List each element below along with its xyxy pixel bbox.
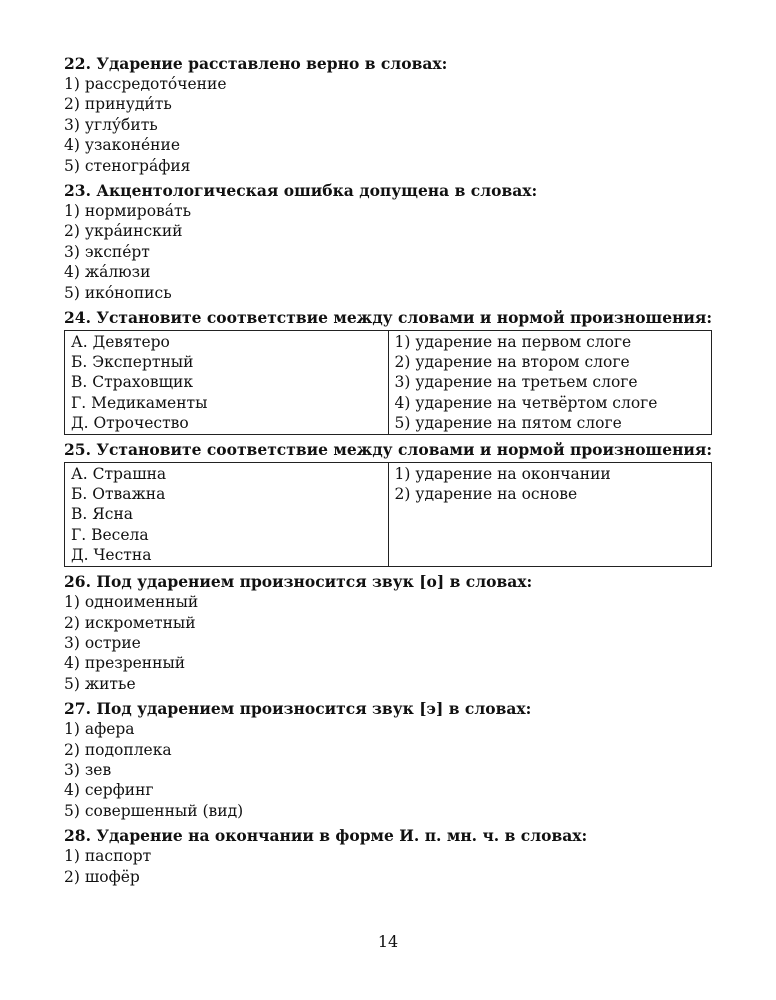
question-24-title: 24. Установите соответствие между словами и нормой произношения: [64,308,713,328]
question-22-title: 22. Ударение расставлено верно в словах: [64,54,448,73]
option-item: 2) шофёр [64,867,140,886]
question-page [64,54,714,892]
option-item: 5) стеногра́фия [64,156,191,175]
option-item: 2) укра́инский [64,222,183,241]
option-item: 2) подоплека [64,740,172,759]
question-23-title: 23. Акцентологическая ошибка допущена в словах: [64,181,538,201]
question-22 [64,54,714,176]
word-item: Г. Весела [71,525,149,544]
question-28 [64,826,714,887]
matching-table-24 [64,330,712,435]
question-27-title: 27. Под ударением произносится звук [э] в словах: [64,699,532,719]
option-item: 3) острие [64,633,141,652]
matching-table-25 [64,462,712,567]
norm-item: 4) ударение на четвёртом слоге [394,393,658,412]
norms-column [388,331,712,435]
question-28-options [64,846,714,887]
norm-item: 2) ударение на основе [394,485,578,504]
question-23 [64,181,714,303]
question-25 [64,440,714,567]
word-item: Б. Отважна [71,485,166,504]
option-item: 1) афера [64,720,135,739]
words-column [65,463,389,567]
question-22-options [64,74,714,176]
option-item: 3) углу́бить [64,115,158,134]
word-item: Д. Отрочество [71,413,189,432]
option-item: 4) серфинг [64,781,154,800]
words-column [65,331,389,435]
question-26-options [64,592,714,694]
word-item: В. Страховщик [71,373,194,392]
word-item: Б. Экспертный [71,353,194,372]
question-25-title: 25. Установите соответствие между словами и нормой произношения: [64,440,713,460]
question-23-options [64,201,714,303]
word-item: Г. Медикаменты [71,393,208,412]
option-item: 4) презренный [64,654,186,673]
page-number: 14 [377,932,399,951]
question-26-title: 26. Под ударением произносится звук [о] в словах: [64,572,533,592]
option-item: 5) ико́нопись [64,283,172,302]
question-27-options [64,719,714,821]
option-item: 3) зев [64,760,112,779]
norm-item: 1) ударение на первом слоге [394,333,632,352]
option-item: 1) рассредото́чение [64,75,227,93]
option-item: 1) паспорт [64,847,152,866]
word-item: А. Страшна [71,465,167,484]
option-item: 3) экспе́рт [64,242,150,261]
option-item: 1) нормирова́ть [64,202,192,221]
option-item: 2) искрометный [64,613,196,632]
question-24 [64,308,714,435]
option-item: 4) жа́люзи [64,263,151,282]
question-28-title: 28. Ударение на окончании в форме И. п. мн. ч. в словах: [64,826,588,846]
option-item: 5) совершенный (вид) [64,801,244,820]
norm-item: 1) ударение на окончании [394,465,611,484]
option-item: 2) принуди́ть [64,95,172,114]
word-item: А. Девятеро [71,333,170,352]
norm-item: 3) ударение на третьем слоге [394,373,638,392]
option-item: 4) узаконе́ние [64,136,181,155]
word-item: Д. Честна [71,545,152,564]
word-item: В. Ясна [71,505,134,524]
norms-column [388,463,712,567]
option-item: 5) житье [64,674,136,693]
norm-item: 2) ударение на втором слоге [394,353,630,372]
norm-item: 5) ударение на пятом слоге [394,413,622,432]
question-26 [64,572,714,694]
option-item: 1) одноименный [64,593,199,612]
question-27 [64,699,714,821]
